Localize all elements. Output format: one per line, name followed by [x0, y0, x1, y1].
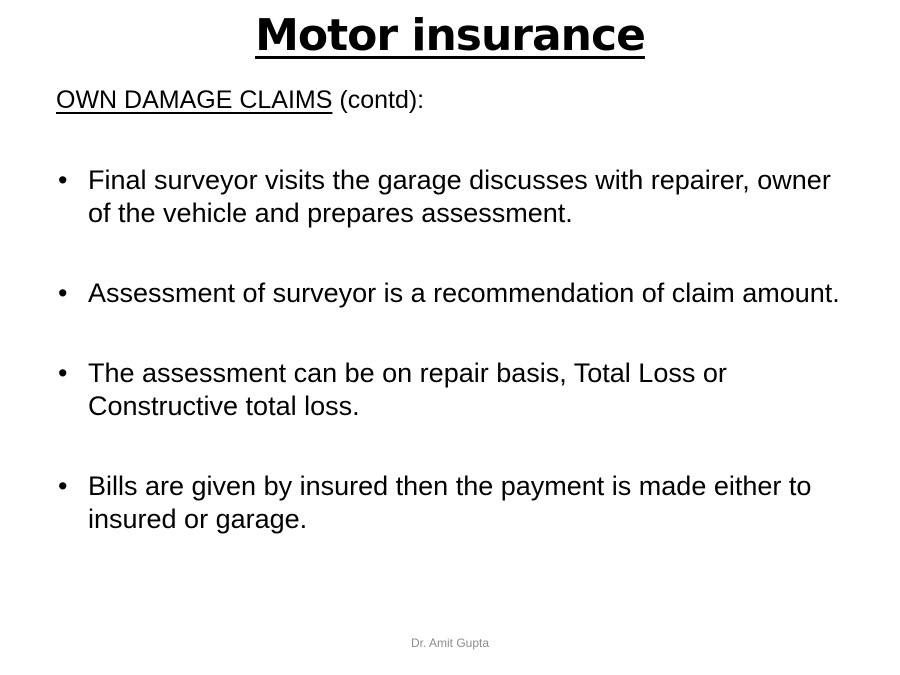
bullet-icon: • [58, 358, 68, 388]
slide-title-text: Motor insurance [255, 10, 645, 61]
bullet-text: The assessment can be on repair basis, Total Loss or Constructive total loss. [88, 358, 727, 421]
slide-footer: Dr. Amit Gupta [410, 636, 490, 650]
bullet-icon: • [58, 165, 68, 195]
bullet-icon: • [58, 471, 68, 501]
bullet-item [56, 470, 856, 536]
bullet-icon: • [58, 278, 68, 308]
section-heading-rest: (contd): [332, 86, 425, 114]
slide-title [0, 10, 900, 61]
bullet-item [56, 277, 856, 310]
bullet-text: Final surveyor visits the garage discusses with repairer, owner of the vehicle and prepares assessment. [88, 165, 831, 228]
bullet-text: Bills are given by insured then the payment is made either to insured or garage. [88, 471, 812, 534]
bullet-text: Assessment of surveyor is a recommendation of claim amount. [88, 278, 840, 308]
bullet-list [56, 164, 856, 583]
bullet-item [56, 357, 856, 423]
bullet-item [56, 164, 856, 230]
section-heading [56, 86, 424, 115]
section-heading-underlined: OWN DAMAGE CLAIMS [56, 86, 333, 114]
